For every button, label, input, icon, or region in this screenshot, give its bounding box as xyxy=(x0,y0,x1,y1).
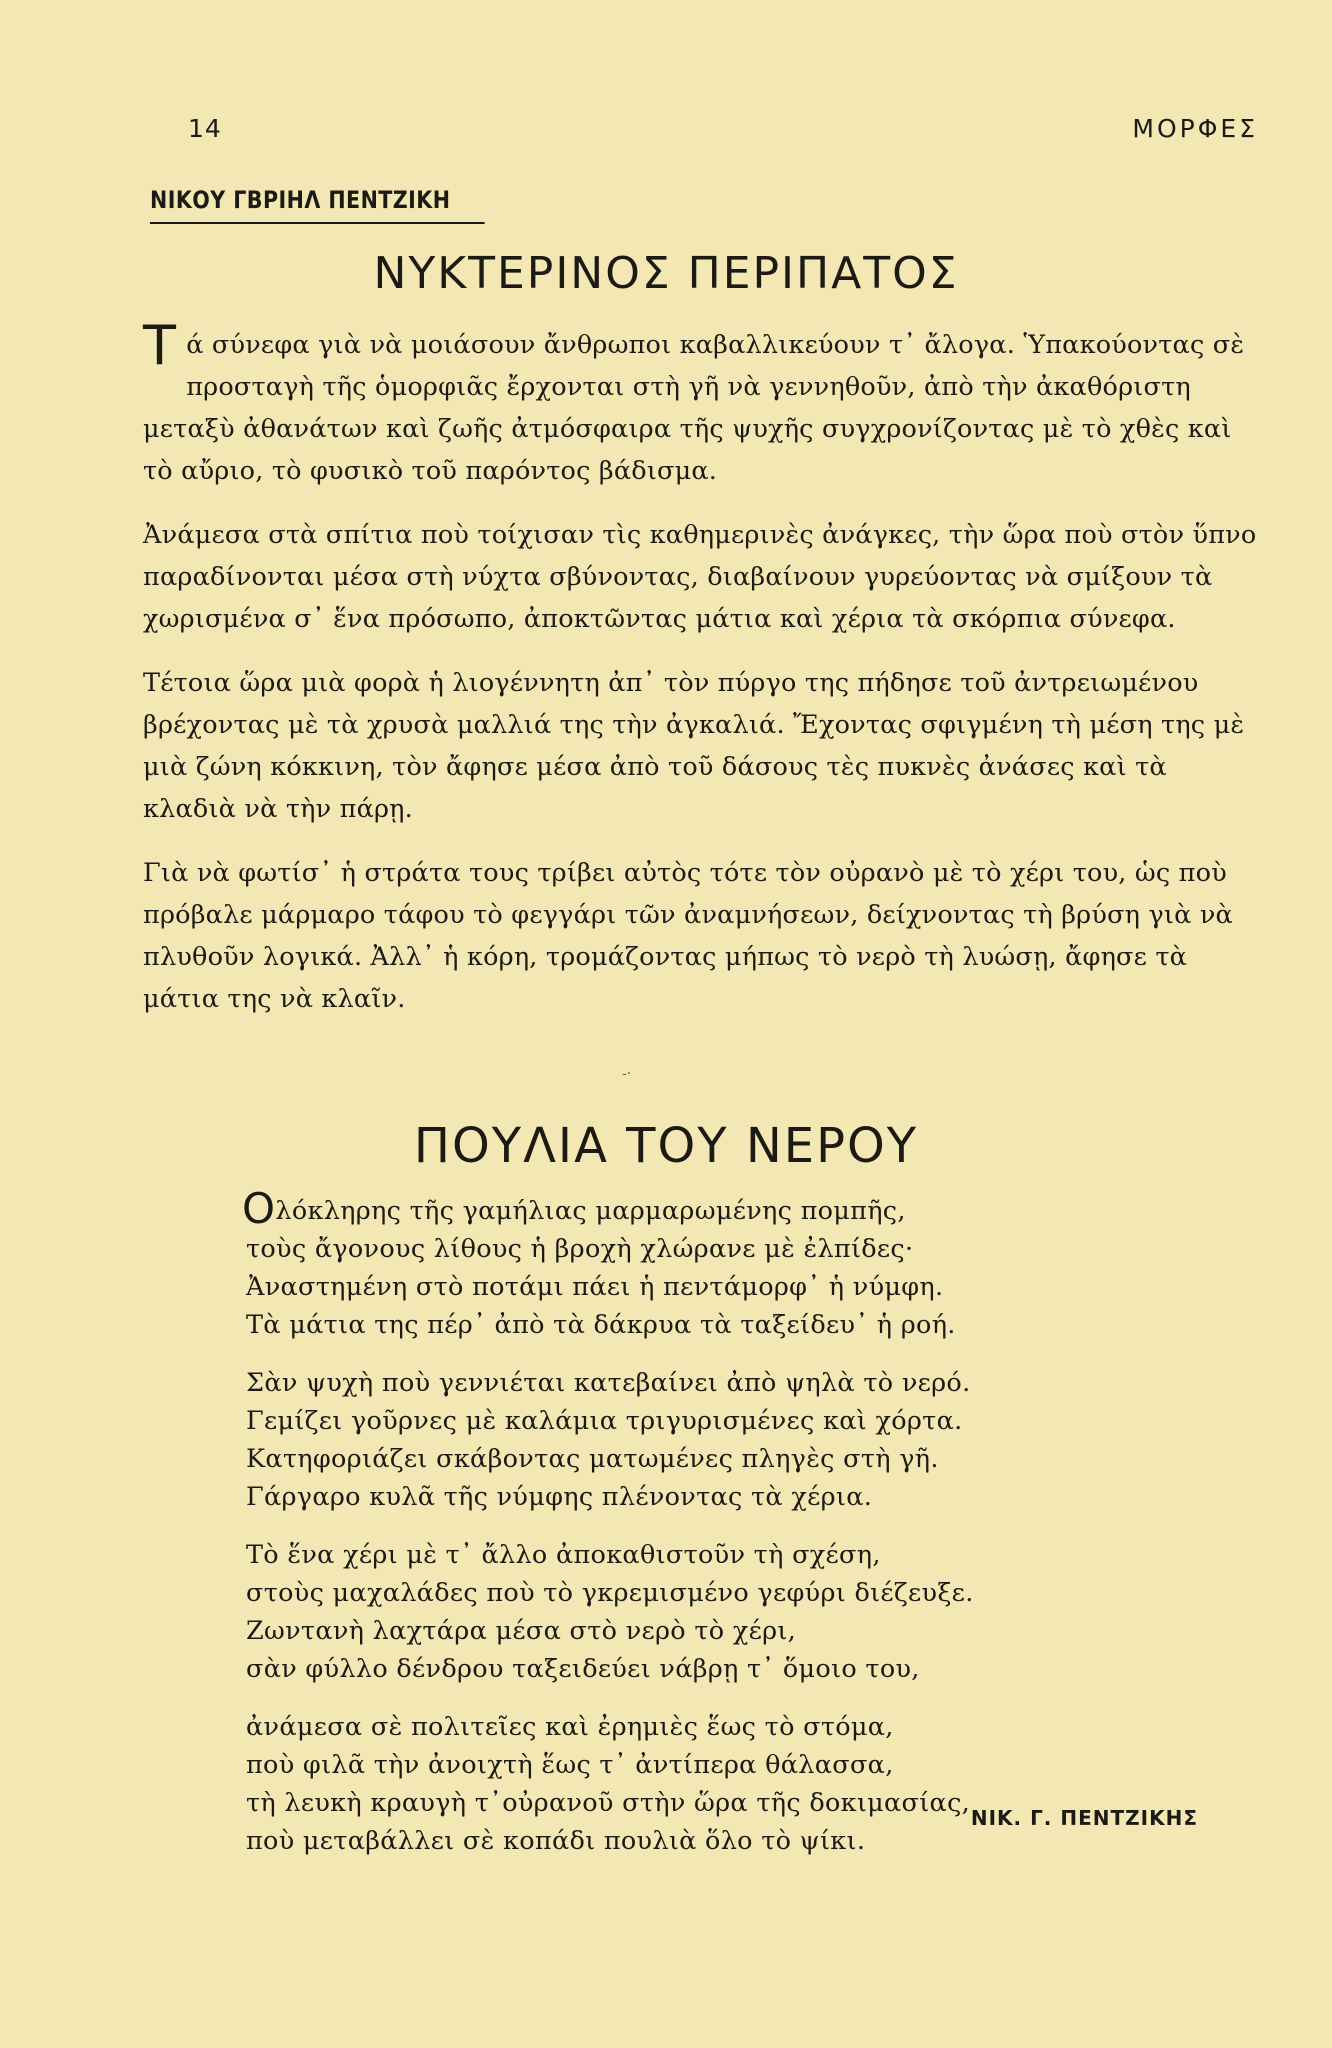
verse-line: ἀνάμεσα σὲ πολιτεῖες καὶ ἐρημιὲς ἕως τὸ στόμα, xyxy=(246,1712,894,1742)
verse-text: λόκληρης τῆς γαμήλιας μαρμαρωμένης πομπῆς, xyxy=(275,1196,906,1226)
prose-paragraph xyxy=(143,314,1263,492)
stanza xyxy=(246,1708,1146,1860)
stanza xyxy=(242,1184,1146,1344)
poem-title-water-birds: ΠΟΥΛΙΑ ΤΟΥ ΝΕΡΟΥ xyxy=(413,1118,919,1174)
verse-line: Γάργαρο κυλᾶ τῆς νύμφης πλένοντας τὰ χέρια. xyxy=(246,1482,873,1512)
journal-name: ΜΟΡΦΕΣ xyxy=(1132,114,1258,143)
drop-cap: Τ xyxy=(143,314,177,377)
verse-line: Γεμίζει γοῦρνες μὲ καλάμια τριγυρισμένες καὶ χόρτα. xyxy=(246,1406,963,1436)
verse-line: Σὰν ψυχὴ ποὺ γεννιέται κατεβαίνει ἀπὸ ψηλὰ τὸ νερό. xyxy=(246,1368,971,1398)
verse-line: Τὰ μάτια της πέρ᾽ ἀπὸ τὰ δάκρυα τὰ ταξείδευ᾽ ἡ ροή. xyxy=(246,1310,956,1340)
prose-paragraph: Τέτοια ὥρα μιὰ φορὰ ἡ λιογέννητη ἀπ᾽ τὸν πύργο της πήδησε τοῦ ἀντρειωμένου βρέχοντας μὲ τὰ χρυσὰ μαλλιά της τὴν ἀγκαλιά. Ἔχοντας σφιγμένη τὴ μέση της μὲ μιὰ ζώνη κόκκινη, τὸν ἄφησε μέσα ἀπὸ τοῦ δάσους τὲς πυκνὲς ἀνάσες καὶ τὰ κλαδιὰ νὰ τὴν πάρῃ. xyxy=(143,668,1245,824)
prose-paragraph: Γιὰ νὰ φωτίσ᾽ ἡ στράτα τους τρίβει αὐτὸς τότε τὸν οὐρανὸ μὲ τὸ χέρι του, ὡς ποὺ πρόβαλε μάρμαρο τάφου τὸ φεγγάρι τῶν ἀναμνήσεων, δείχνοντας τὴ βρύση γιὰ νὰ πλυθοῦν λογικά. Ἀλλ᾽ ἡ κόρη, τρομάζοντας μήπως τὸ νερὸ τὴ λυώσῃ, ἄφησε τὰ μάτια της νὰ κλαῖν. xyxy=(143,858,1233,1014)
verse-line: Ἀναστημένη στὸ ποτάμι πάει ἡ πεντάμορφ᾽ ἡ νύμφη. xyxy=(246,1272,944,1302)
verse-line: ποὺ μεταβάλλει σὲ κοπάδι πουλιὰ ὅλο τὸ ψίκι. xyxy=(246,1826,866,1856)
prose-poem xyxy=(143,314,1263,1042)
poem-title-night-walk: ΝΥΚΤΕΡΙΝΟΣ ΠΕΡΙΠΑΤΟΣ xyxy=(373,248,959,299)
paragraph-text: ά σύνεφα γιὰ νὰ μοιάσουν ἄνθρωποι καβαλλικεύουν τ᾽ ἄλογα. Ὑπακούοντας σὲ προσταγὴ τῆς ὁμορφιᾶς ἔρχονται στὴ γῆ νὰ γεννηθοῦν, ἀπὸ τὴν ἀκαθόριστη μεταξὺ ἀθανάτων καὶ ζωῆς ἀτμόσφαιρα τῆς ψυχῆς συγχρονίζοντας μὲ τὸ χθὲς καὶ τὸ αὔριο, τὸ φυσικὸ τοῦ παρόντος βάδισμα. xyxy=(143,330,1245,486)
verse-line: ποὺ φιλᾶ τὴν ἀνοιχτὴ ἕως τ᾽ ἀντίπερα θάλασσα, xyxy=(246,1750,894,1780)
stanza xyxy=(246,1536,1146,1688)
verse-line: Τὸ ἕνα χέρι μὲ τ᾽ ἄλλο ἀποκαθιστοῦν τὴ σχέση, xyxy=(246,1540,881,1570)
verse-line: τὴ λευκὴ κραυγὴ τ᾽οὐρανοῦ στὴν ὥρα τῆς δοκιμασίας, xyxy=(246,1788,971,1818)
verse-line: Ζωντανὴ λαχτάρα μέσα στὸ νερὸ τὸ χέρι, xyxy=(246,1616,797,1646)
stanza xyxy=(246,1364,1146,1516)
prose-paragraph: Ἀνάμεσα στὰ σπίτια ποὺ τοίχισαν τὶς καθημερινὲς ἀνάγκες, τὴν ὥρα ποὺ στὸν ὕπνο παραδίνονται μέσα στὴ νύχτα σβύνοντας, διαβαίνουν γυρεύοντας νὰ σμίξουν τὰ χωρισμένα σ᾽ ἕνα πρόσωπο, ἀποκτῶντας μάτια καὶ χέρια τὰ σκόρπια σύνεφα. xyxy=(143,520,1257,634)
separator-mark: -· xyxy=(622,1066,632,1082)
page-number: 14 xyxy=(188,114,222,143)
author-header: ΝΙΚΟΥ ΓΒΡΙΗΛ ΠΕΝΤΖΙΚΗ xyxy=(150,186,485,224)
verse-poem xyxy=(242,1184,1146,1880)
drop-cap: Ο xyxy=(242,1184,276,1233)
verse-line: τοὺς ἄγονους λίθους ἡ βροχὴ χλώρανε μὲ ἐλπίδες· xyxy=(246,1234,914,1264)
verse-line: σὰν φύλλο δένδρου ταξειδεύει νάβρῃ τ᾽ ὅμοιο του, xyxy=(246,1654,920,1684)
verse-line: στοὺς μαχαλάδες ποὺ τὸ γκρεμισμένο γεφύρι διέζευξε. xyxy=(246,1578,974,1608)
verse-line xyxy=(242,1184,1146,1233)
verse-line: Κατηφοριάζει σκάβοντας ματωμένες πληγὲς στὴ γῆ. xyxy=(246,1444,939,1474)
author-signature: ΝΙΚ. Γ. ΠΕΝΤΖΙΚΗΣ xyxy=(970,1806,1198,1830)
